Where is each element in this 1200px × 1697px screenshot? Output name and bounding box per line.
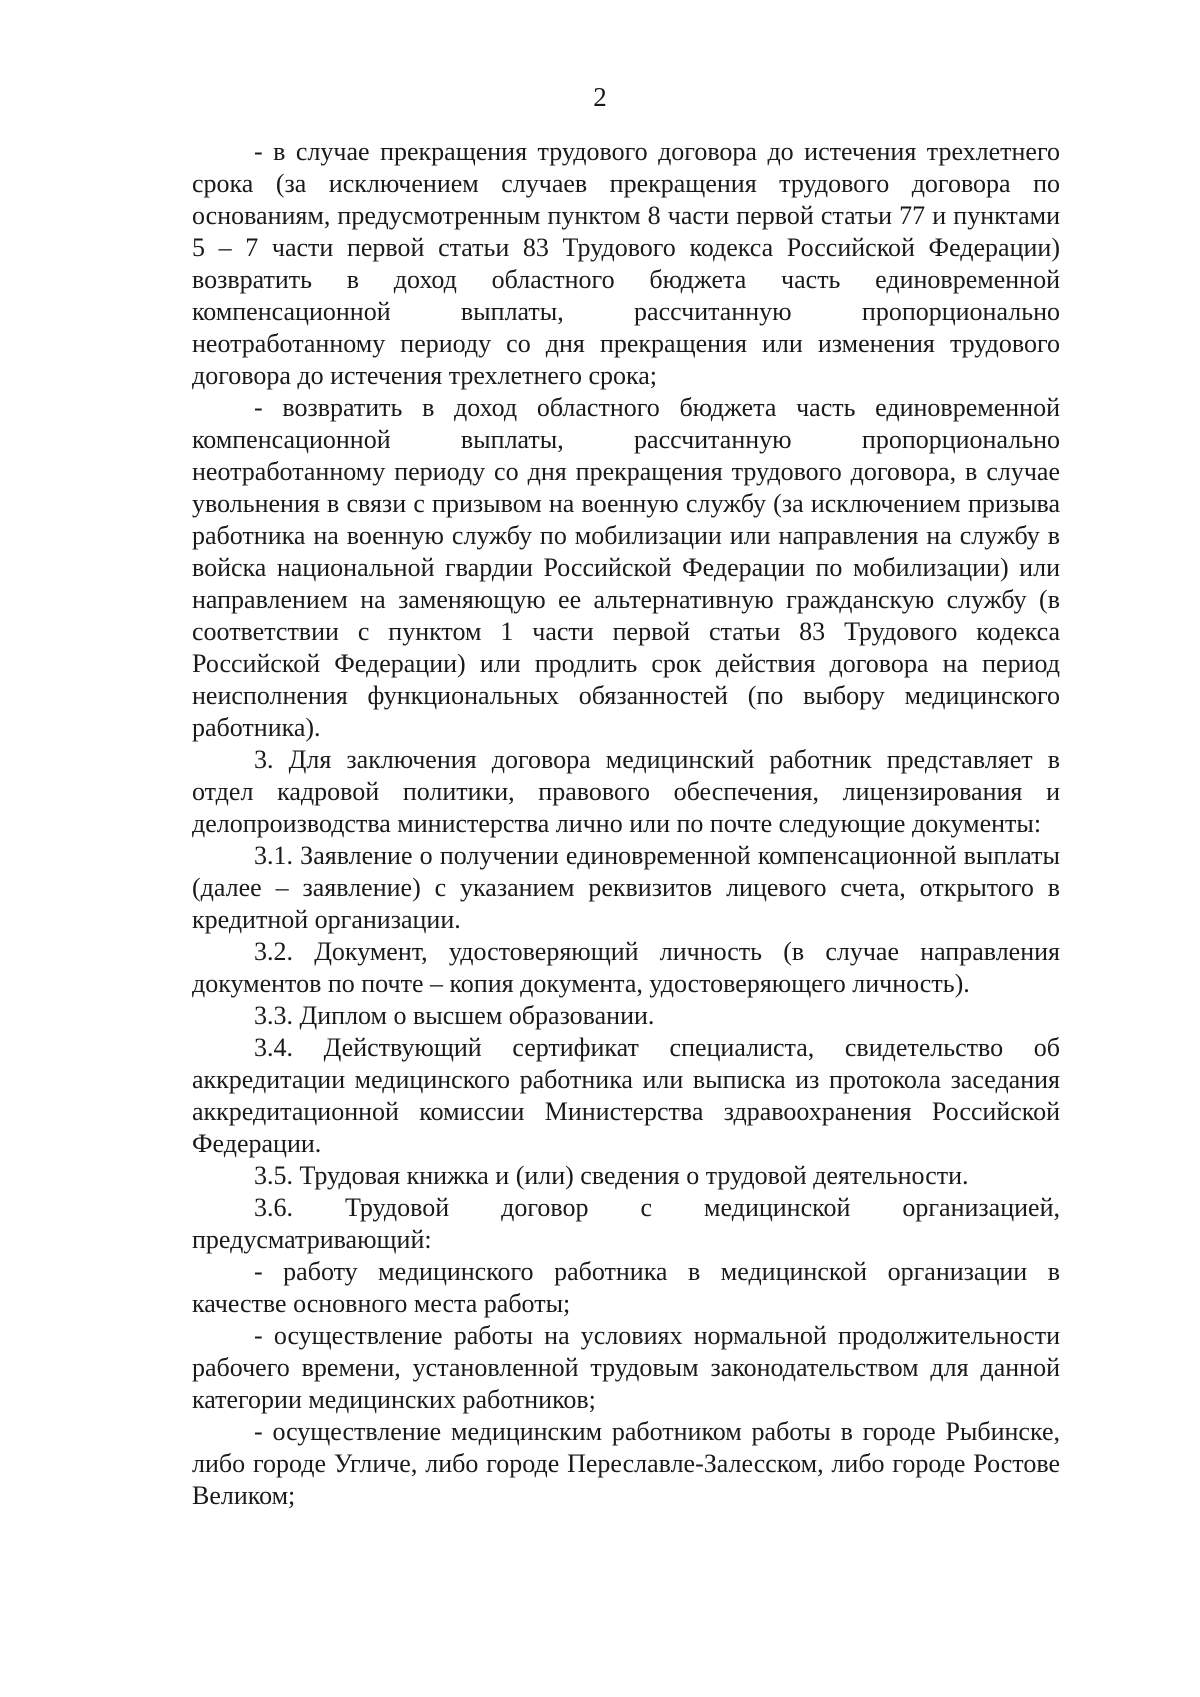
- paragraph-item-3-6: 3.6. Трудовой договор с медицинской организацией, предусматривающий:: [192, 1193, 1060, 1254]
- paragraph-section-3: 3. Для заключения договора медицинский работник представляет в отдел кадровой политики, правового обеспечения, лицензирования и делопроизводства министерства лично или по почте следующие документы:: [192, 745, 1060, 838]
- page-number: 2: [593, 82, 607, 112]
- paragraph-item-3-2: 3.2. Документ, удостоверяющий личность (в случае направления документов по почте – копия документа, удостоверяющего личность).: [192, 937, 1060, 998]
- paragraph-bullet-normal-hours: - осуществление работы на условиях нормальной продолжительности рабочего времени, установленной трудовым законодательством для данной категории медицинских работников;: [192, 1321, 1060, 1414]
- paragraph-item-3-5: 3.5. Трудовая книжка и (или) сведения о трудовой деятельности.: [254, 1161, 969, 1190]
- document-body: [192, 136, 1060, 1512]
- paragraph-bullet-main-workplace: - работу медицинского работника в медицинской организации в качестве основного места работы;: [192, 1257, 1060, 1318]
- paragraph-item-3-3: 3.3. Диплом о высшем образовании.: [254, 1001, 655, 1030]
- paragraph-early-termination-refund: - в случае прекращения трудового договора до истечения трехлетнего срока (за исключением случаев прекращения трудового договора по основаниям, предусмотренным пунктом 8 части первой статьи 77 и пунктами 5 – 7 части первой статьи 83 Трудового кодекса Российской Федерации) возвратить в доход областного бюджета часть единовременной компенсационной выплаты, рассчитанную пропорционально неотработанному периоду со дня прекращения или изменения трудового договора до истечения трехлетнего срока;: [192, 137, 1060, 390]
- paragraph-item-3-4: 3.4. Действующий сертификат специалиста, свидетельство об аккредитации медицинского работника или выписка из протокола заседания аккредитационной комиссии Министерства здравоохранения Российской Федерации.: [192, 1033, 1060, 1158]
- paragraph-military-service-refund: - возвратить в доход областного бюджета часть единовременной компенсационной выплаты, рассчитанную пропорционально неотработанному периоду со дня прекращения трудового договора, в случае увольнения в связи с призывом на военную службу (за исключением призыва работника на военную службу по мобилизации или направления на службу в войска национальной гвардии Российской Федерации по мобилизации) или направлением на заменяющую ее альтернативную гражданскую службу (в соответствии с пунктом 1 части первой статьи 83 Трудового кодекса Российской Федерации) или продлить срок действия договора на период неисполнения функциональных обязанностей (по выбору медицинского работника).: [192, 393, 1060, 742]
- paragraph-bullet-work-location: - осуществление медицинским работником работы в городе Рыбинске, либо городе Угличе, либо городе Переславле-Залесском, либо городе Ростове Великом;: [192, 1417, 1060, 1510]
- paragraph-item-3-1: 3.1. Заявление о получении единовременной компенсационной выплаты (далее – заявление) с указанием реквизитов лицевого счета, открытого в кредитной организации.: [192, 841, 1060, 934]
